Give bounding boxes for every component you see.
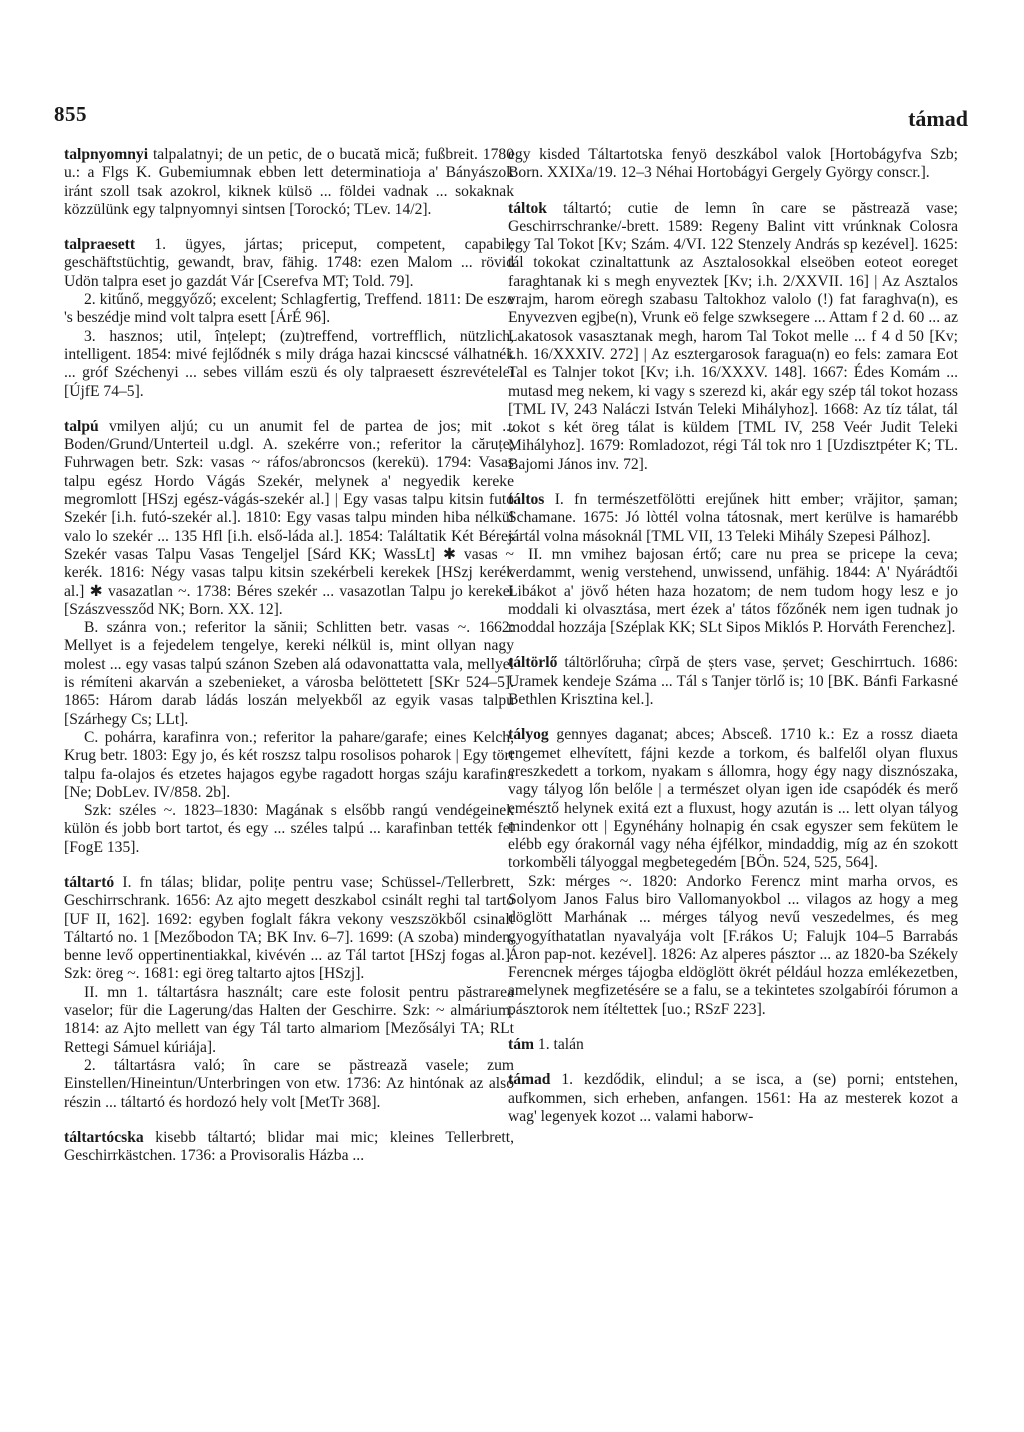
dictionary-entry bbox=[508, 200, 958, 474]
entry-subsense: 2. táltartásra való; în care se păstrează vasele; zum Einstellen/Hineintun/Unterbringen von etw. 1736: Az hintónak az alsó részin ... táltartó és hordozó hely volt [MetTr 368]. bbox=[64, 1056, 514, 1111]
dictionary-entry bbox=[64, 1129, 514, 1166]
entry-text: egy kisded Táltartotska fenyö deszkábol valok [Hortobágyfva Szb; Born. XXIXa/19. 12–3 Néhai Hortobágyi Gergely György conscr.]. bbox=[508, 146, 958, 182]
dictionary-entry bbox=[64, 418, 514, 857]
entry-headword: táltartó bbox=[64, 873, 115, 891]
dictionary-entry bbox=[508, 1071, 958, 1126]
entry-headword: táltos bbox=[508, 491, 545, 509]
entry-text: vmilyen aljú; cu un anumit fel de partea de jos; mit ... Boden/Grund/Unterteil u.dgl. A. szekérre von.; referitor la căruțe; Fuhrwagen betr. Szk: vasas ~ ráfos/abroncsos (kerekü). 1794: Vasas talpu egész Hordo Vágás Szekér, melynek a' negyedik kereke megromlott [HSzj egész-vágás-szekér al.] | Egy vasas talpu kitsin futó Szekér [i.h. futó-szekér al.]. 1810: Egy vasas talpu minden hiba nélkül valo lo szekér ... 135 Hfl [i.h. első-láda al.]. 1854: Találtatik Két Béres Szekér vasas Talpu Vasas Tengeljel [Sárd KK; WassLt] ✱ vasas ~ kerék. 1816: Négy vasas talpu kitsin szekérbeli kerekek [HSzj kerék al.] ✱ vasazatlan ~. 1738: Béres szekér ... vasazotlan Talpu jo kerekei [Szászvessződ NK; Born. XX. 12]. bbox=[64, 417, 514, 618]
entry-text: táltörlőruha; cîrpă de șters vase, șervet; Geschirrtuch. 1686: Uramek kendeje Száma ... Tál s Tanjer törlő is; 10 [BK. Bánfi Farkasné Bethlen Krisztina kel.]. bbox=[508, 654, 958, 709]
entry-headword: támad bbox=[508, 1071, 551, 1089]
dictionary-entry bbox=[64, 236, 514, 401]
entry-headword: táltartócska bbox=[64, 1128, 144, 1146]
entry-headword: tám bbox=[508, 1036, 534, 1054]
entry-subsense: C. pohárra, karafinra von.; referitor la pahare/garafe; eines Kelch, Krug betr. 1803: Egy jo, és két roszsz talpu rosolisos poharok | Egy tört talpu fa-olajos és etzetes hajagos egybe ragadott horgas száju karafina [Ne; DobLev. IV/858. 2b]. bbox=[64, 728, 514, 801]
entry-text: 1. talán bbox=[537, 1036, 584, 1054]
dictionary-entry bbox=[508, 726, 958, 1019]
right-column bbox=[508, 146, 958, 1126]
entry-subsense: B. szánra von.; referitor la sănii; Schlitten betr. vasas ~. 1662: Mellyet is a fejedelem tengelye, kereki nélkül is, mint ollyan nagy molest ... egy vasas talpú szánon Szeben alá odavonattatta vala, mellyel is rémíteni akarván a szebenieket, a városba belöttetett [SKr 524–5]. 1865: Három darab ládás loszán melyekből az egyik vasas talpu [Szárhegy Cs; LLt]. bbox=[64, 619, 514, 728]
entry-headword: táltok bbox=[508, 199, 547, 217]
entry-text: 1. ügyes, jártas; priceput, competent, capabil; geschäftstüchtig, gewandt, brav, fähig. 1748: ezen Malom ... rövid Udön talpra eset jo gazdát Vár [Cserefva MT; Told. 79]. bbox=[64, 236, 514, 290]
entry-text: táltartó; cutie de lemn în care se păstrează vase; Geschirrschranke/-brett. 1589: Regeny Balint vitt vrúnknak Colosra egy Tal Tokot [Kv; Szám. 4/VI. 122 Stenzely András sp kezével]. 1625: tál tokokat czinaltattunk az Asztalosokkal elseöben eoteot eoreget faraghtanak ki s megh enyveztek [Kv; i.h. 2/XXVII. 16] | Az Asztalos vrajm, harom eöregh szabasu Taltokhoz valolo (!) fat faraghva(n), es Enyvezven egjbe(n), Vrunk eö felge szwksegere ... Attam f 2 d. 60 ... az Lakatosok vasasztanak megh, harom Tal Tokot melle ... f 4 d 50 [Kv; i.h. 16/XXXIV. 272] | Az esztergarosok faragua(n) eo fels: zamara Eot Tal es Talnjer tokot [Kv; i.h. 16/XXXV. 148]. 1667: Édes Komám ... mutasd meg nekem, ki vagy s szerezd ki, akár egy szép tál tokot hozass [TML IV, 243 Naláczi István Teleki Mihályhoz]. 1668: Az tíz tálat, tál tokot s két öreg tálat is küldem [TML IV, 258 Veér Judit Teleki Mihályhoz]. 1679: Romladozot, régi Tál tok nro 1 [Uzdisztpéter K; TL. Bajomi János inv. 72]. bbox=[508, 199, 958, 473]
entry-text: talpalatnyi; de un petic, de o bucată mică; fußbreit. 1780 u.: a Flgs K. Gubemiumnak ebben lett determinatioja a' Bányászok iránt szoll tsak azokrol, kiknek külsö ... földei vadnak ... sokaknak közzülünk egy talpnyomnyi sintsen [Torockó; TLev. 14/2]. bbox=[64, 146, 514, 218]
dictionary-entry bbox=[508, 146, 958, 183]
entry-headword: talpú bbox=[64, 417, 99, 435]
entry-subsense: 2. kitűnő, meggyőző; excelent; Schlagfertig, Treffend. 1811: De esze 's beszédje mind volt talpra esett [ÁrÉ 96]. bbox=[64, 291, 514, 327]
entry-subsense: 3. hasznos; util, înțelept; (zu)treffend, vortrefflich, nützlich, intelligent. 1854: mivé fejlődnék s mily drága hazai kincscsé válhatnék ... gróf Széchenyi ... sebes villám eszü és oly talpraesett észrevételei [ÚjfE 74–5]. bbox=[64, 327, 514, 400]
entry-text: 1. kezdődik, elindul; a se isca, a (se) porni; entstehen, aufkommen, sich erheben, anfangen. 1561: Ha az mesterek kozot a wag' legenyek kozot ... valami haborw- bbox=[508, 1071, 958, 1125]
page-number: 855 bbox=[54, 102, 87, 126]
running-head: támad bbox=[908, 106, 968, 131]
dictionary-entry bbox=[508, 491, 958, 637]
entry-text: I. fn természetfölötti erejűnek hitt ember; vrăjitor, șaman; Schamane. 1675: Jó lòttél volna tátosnak, mert kerülve is hamarébb jártál volna másoknál [TML VII, 13 Teleki Mihály Szepesi Pálhoz]. bbox=[508, 491, 958, 545]
entry-headword: talpnyomnyi bbox=[64, 146, 149, 163]
entry-headword: talpraesett bbox=[64, 236, 136, 254]
entry-subsense: Szk: mérges ~. 1820: Andorko Ferencz mint marha orvos, es Solyom Janos Falus biro Vallomanyokbol ... vilagos az hogy a meg döglött Marhának ... mérges tályog nevű veszedelmes, és meg gyogyíthatatlan nyavalyája volt [F.rákos U; Falujk 104–5 Barrabás Áron pap-not. kezével]. 1826: Az alperes pásztor ... az 1820-ba Székely Ferencnek mérges tájogba eldöglött ökrét például hozza emlékezetben, amelynek megfizetésére se a falu, se a tekintetes szolgabírói fórumon a pásztorok nem ítéltettek [uo.; RSzF 223]. bbox=[508, 872, 958, 1018]
entry-headword: táltörlő bbox=[508, 654, 558, 672]
entry-subsense: II. mn 1. táltartásra használt; care este folosit pentru păstrarea vaselor; für die Lagerung/das Halten der Geschirre. Szk: ~ almárium. 1814: az Ajto mellett van égy Tál tarto almariom [Mezősályi TA; RLt Rettegi Sámuel kúriája]. bbox=[64, 983, 514, 1056]
entry-text: I. fn tálas; blidar, polițe pentru vase; Schüssel-/Tellerbrett, Geschirrschrank. 1656: Az ajto megett deszkabol csinált reghi tal tarto [UF II, 162]. 1692: egyben foglalt fákra vekony veszszökből csinalt Táltartó no. 1 [Mezőbodon TA; BK Inv. 6–7]. 1699: (A szoba) minden, benne levő oppertinentiakkal, kivévén ... az Tál tartot [HSzj fogas al.]. Szk: öreg ~. 1681: egi öreg taltarto ajtos [HSzj]. bbox=[64, 873, 515, 983]
entry-subsense: Szk: széles ~. 1823–1830: Magának s elsőbb rangú vendégeinek külön és jobb bort tartot, és egy ... széles talpú ... karafinban tették fel [FogE 135]. bbox=[64, 802, 514, 856]
dictionary-entry bbox=[508, 654, 958, 709]
entry-text: gennyes daganat; abces; Absceß. 1710 k.: Ez a rossz diaeta engemet elhevített, fájni kezde a torkom, és balfelől olyan fluxus ereszkedett a torkom, nyakam s állomra, hogy égy nagy disznószaka, vagy tályog lőn belőle | a természet olyan igen ide csapódék és merő emésztő helynek exitá ezt a fluxust, hogy azután is ... lett olyan tályog mindenkor ott | Egynéhány holnapig én csak egyszer sem fekütem le elébb egy órakornál vagy néha éjfélkor, mindaddig, míg az én szokott torkomběli tályoggal megbetegedém [BÖn. 524, 525, 564]. bbox=[508, 726, 958, 872]
dictionary-entry bbox=[64, 146, 514, 219]
left-column bbox=[64, 146, 514, 1165]
entry-subsense: II. mn vmihez bajosan értő; care nu prea se pricepe la ceva; verdammt, wenig verstehend, unwissend, unfähig. 1844: A' Nyárádtői Libákot a' jövő héten haza hozatom; de nem tudom hogy lesz e jo moddali ki olvasztása, mert ézek a' tátos főzőnék nem igen tudnak jo moddal hozzája [Széplak KK; SLt Sipos Miklós P. Horváth Ferenchez]. bbox=[508, 545, 958, 637]
dictionary-entry bbox=[64, 874, 514, 1112]
dictionary-entry bbox=[508, 1036, 958, 1054]
entry-headword: tályog bbox=[508, 726, 549, 744]
entry-text: kisebb táltartó; blidar mai mic; kleines Tellerbrett, Geschirrkästchen. 1736: a Provisoralis Házba ... bbox=[64, 1128, 514, 1165]
